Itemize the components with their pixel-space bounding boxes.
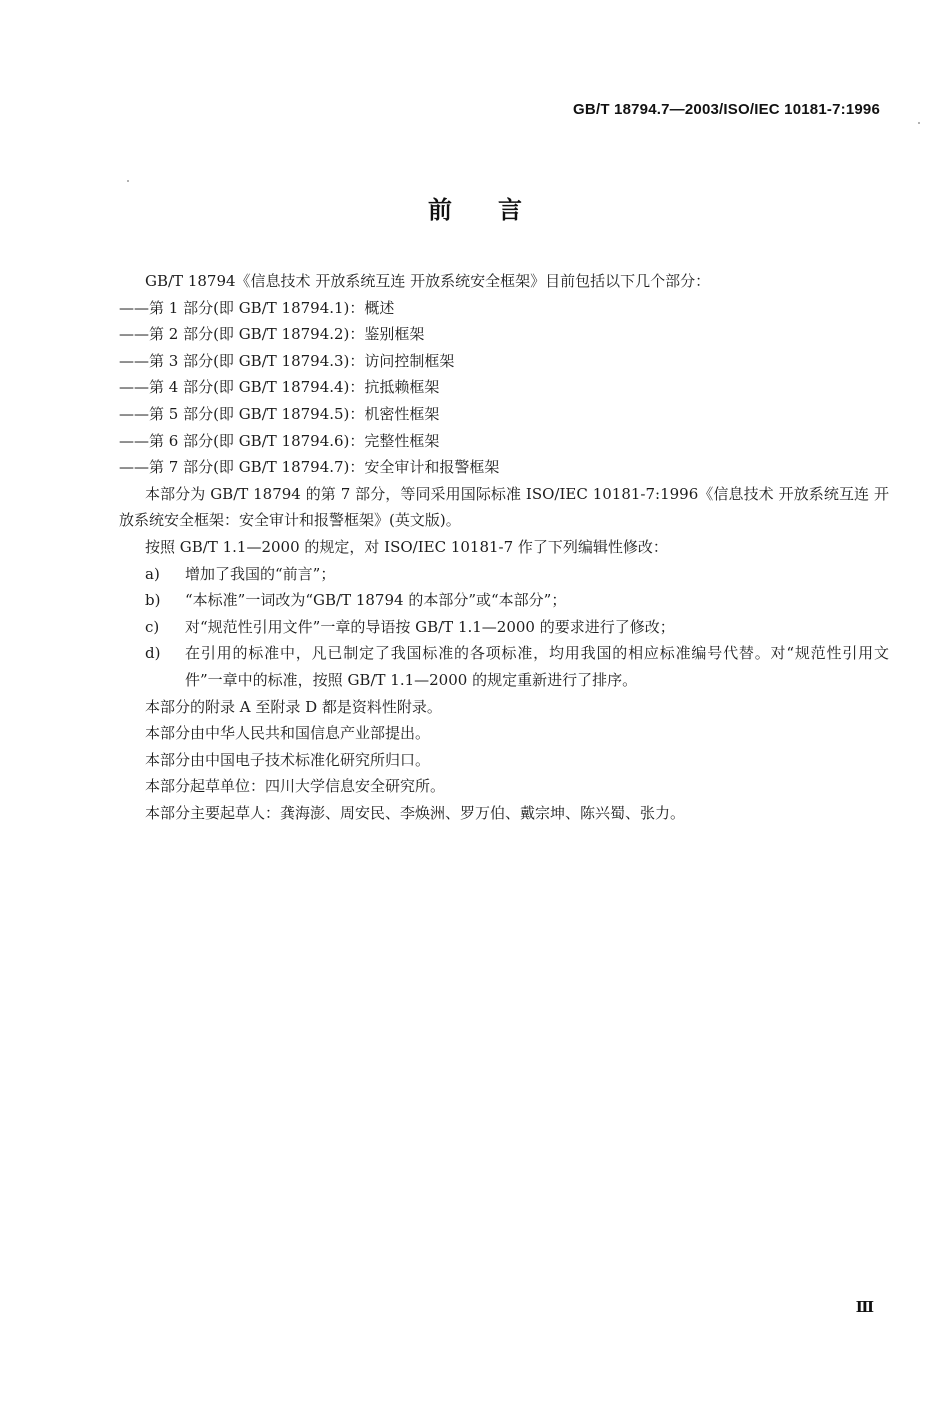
edit-list-text: 增加了我国的“前言”； (185, 564, 336, 583)
closing-paragraph: 本部分主要起草人：龚海澎、周安民、李焕洲、罗万伯、戴宗坤、陈兴蜀、张力。 (145, 803, 686, 822)
closing-paragraph: 本部分由中国电子技术标准化研究所归口。 (145, 750, 431, 769)
page-title: 前言 (428, 196, 568, 224)
edit-list-marker: c) (145, 617, 160, 636)
intro-paragraph: GB/T 18794《信息技术 开放系统互连 开放系统安全框架》目前包括以下几个部分： (145, 272, 711, 290)
scan-speck (918, 122, 920, 124)
closing-paragraph: 本部分起草单位：四川大学信息安全研究所。 (145, 777, 446, 796)
edit-list-marker: b) (145, 591, 161, 610)
edit-list-marker: a) (145, 564, 160, 583)
part-list-item: ——第 4 部分(即 GB/T 18794.4)：抗抵赖框架 (119, 378, 440, 397)
edit-intro-paragraph: 按照 GB/T 1.1—2000 的规定，对 ISO/IEC 10181-7 作了下列编辑性修改： (145, 537, 668, 556)
edit-list-text: “本标准”一词改为“GB/T 18794 的本部分”或“本部分”； (185, 591, 567, 610)
scan-speck (127, 180, 129, 182)
part-list-item: ——第 6 部分(即 GB/T 18794.6)：完整性框架 (119, 431, 440, 450)
part-list-item: ——第 5 部分(即 GB/T 18794.5)：机密性框架 (119, 404, 440, 423)
edit-list-item (119, 614, 889, 641)
edit-list-item (119, 640, 889, 693)
part-list-item: ——第 3 部分(即 GB/T 18794.3)：访问控制框架 (119, 351, 455, 370)
part-list-item: ——第 7 部分(即 GB/T 18794.7)：安全审计和报警框架 (119, 458, 500, 477)
part-list-item: ——第 1 部分(即 GB/T 18794.1)：概述 (119, 298, 395, 317)
part-list-item: ——第 2 部分(即 GB/T 18794.2)：鉴别框架 (119, 325, 425, 344)
edit-list-item (119, 587, 889, 614)
closing-paragraph: 本部分的附录 A 至附录 D 都是资料性附录。 (145, 697, 442, 716)
adoption-paragraph: 本部分为 GB/T 18794 的第 7 部分，等同采用国际标准 ISO/IEC 10181-7:1996《信息技术 开放系统互连 开放系统安全框架：安全审计和报警框架》(英文版)。 (119, 484, 889, 530)
edit-list-text: 对“规范性引用文件”一章的导语按 GB/T 1.1—2000 的要求进行了修改； (185, 617, 675, 636)
edit-list-marker: d) (145, 644, 161, 663)
page-number: Ⅲ (855, 1298, 874, 1316)
foreword-body (119, 268, 889, 826)
edit-list-text: 在引用的标准中，凡已制定了我国标准的各项标准，均用我国的相应标准编号代替。对“规范性引用文件”一章中的标准，按照 GB/T 1.1—2000 的规定重新进行了排序。 (185, 644, 889, 689)
standard-number-header: GB/T 18794.7—2003/ISO/IEC 10181-7:1996 (573, 101, 880, 118)
edit-list-item (119, 561, 889, 588)
closing-paragraph: 本部分由中华人民共和国信息产业部提出。 (145, 724, 431, 743)
